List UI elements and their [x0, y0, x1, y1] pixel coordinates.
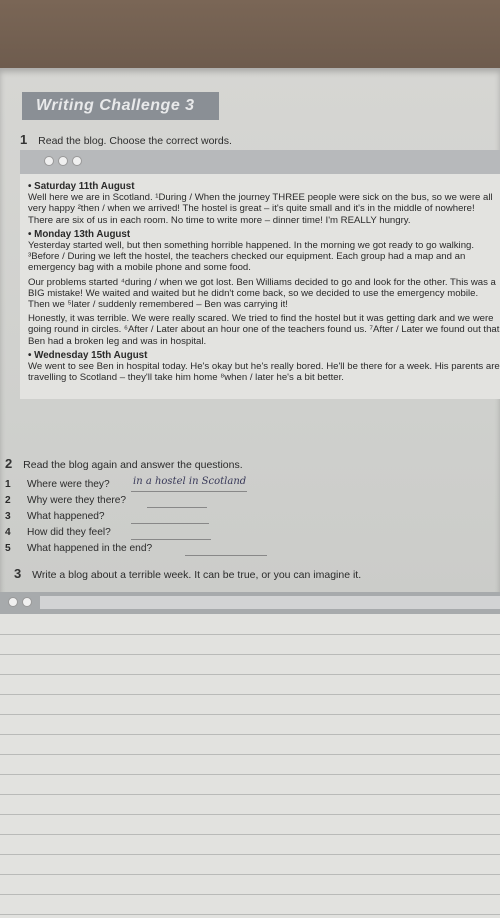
- question-item: 4 How did they feel?: [5, 527, 495, 543]
- exercise-1-title: 1 Read the blog. Choose the correct words.: [20, 132, 232, 147]
- answer-line[interactable]: [147, 495, 207, 508]
- question-item: 2 Why were they there?: [5, 495, 495, 511]
- window-dot-icon: [72, 156, 82, 166]
- writing-line: [0, 654, 500, 655]
- window-dots: [44, 156, 82, 166]
- section-heading: Writing Challenge 3: [36, 97, 195, 114]
- writing-area[interactable]: [0, 592, 500, 918]
- writing-line: [0, 674, 500, 675]
- writing-line: [0, 894, 500, 895]
- blog-window-bar: [20, 150, 500, 174]
- window-dot-icon: [22, 597, 32, 607]
- address-bar: [40, 596, 500, 609]
- window-dot-icon: [8, 597, 18, 607]
- window-dot-icon: [44, 156, 54, 166]
- exercise-3-title: 3 Write a blog about a terrible week. It can be true, or you can imagine it.: [14, 566, 362, 581]
- writing-line: [0, 634, 500, 635]
- window-dots: [8, 597, 32, 607]
- writing-window-bar: [0, 592, 500, 614]
- answer-line[interactable]: [131, 527, 211, 540]
- writing-line: [0, 914, 500, 915]
- writing-line: [0, 694, 500, 695]
- exercise-2-title: 2 Read the blog again and answer the questions.: [5, 456, 243, 471]
- blog-paragraph: We went to see Ben in hospital today. He's okay but he's really bored. He'll be there for a week. His parents are travelling to Scotland – they'll take him home ⁸when / later he's a bit better.: [28, 361, 500, 384]
- section-heading-banner: [22, 92, 219, 120]
- writing-line: [0, 714, 500, 715]
- question-item: 3 What happened?: [5, 511, 495, 527]
- blog-paragraph: Honestly, it was terrible. We were really scared. We tried to find the hostel but it was getting dark and we were going round in circles. ⁶After / Later about an hour one of the teachers found us. ⁷After / Later we found out that Ben had a broken leg and was in hospital.: [28, 313, 500, 347]
- writing-line: [0, 874, 500, 875]
- answer-line[interactable]: [131, 511, 209, 524]
- question-item: 5 What happened in the end?: [5, 543, 495, 559]
- question-item: 1 Where were they? in a hostel in Scotland: [5, 476, 247, 490]
- writing-line: [0, 814, 500, 815]
- blog-entry-date: • Saturday 11th August: [28, 181, 135, 192]
- blog-entry-date: • Wednesday 15th August: [28, 349, 148, 361]
- writing-line: [0, 794, 500, 795]
- writing-line: [0, 834, 500, 835]
- writing-line: [0, 754, 500, 755]
- blog-entry-date: • Monday 13th August: [28, 228, 131, 240]
- blog-paragraph: Our problems started ⁴during / when we got lost. Ben Williams decided to go and look for the other. This was a BIG mistake! We waited and waited but he didn't come back, so we decided to use the emergency mobile. Then we ⁵later / suddenly remembered – Ben was carrying it!: [28, 276, 496, 311]
- exercise-2: [5, 456, 495, 559]
- writing-line: [0, 854, 500, 855]
- writing-line: [0, 734, 500, 735]
- answer-line[interactable]: [185, 543, 267, 556]
- writing-line: [0, 774, 500, 775]
- blog-content: [28, 180, 500, 386]
- blog-paragraph: Well here we are in Scotland. ¹During / When the journey THREE people were sick on the bus, so we were all very happy ²then / when we arrived! The hostel is great – it's quite small and it's in the middle of nowhere! There are six of us in each room. No time to write more – dinner time! I'm REALLY hungry.: [28, 192, 493, 226]
- handwritten-answer: in a hostel in Scotland: [133, 476, 247, 487]
- blog-paragraph: Yesterday started well, but then something horrible happened. In the morning we got ready to go walking. ³Before / During we left the hostel, the teachers checked our equipment. Each group had a map and an emergency bag with a mobile phone and some food.: [28, 240, 475, 274]
- window-dot-icon: [58, 156, 68, 166]
